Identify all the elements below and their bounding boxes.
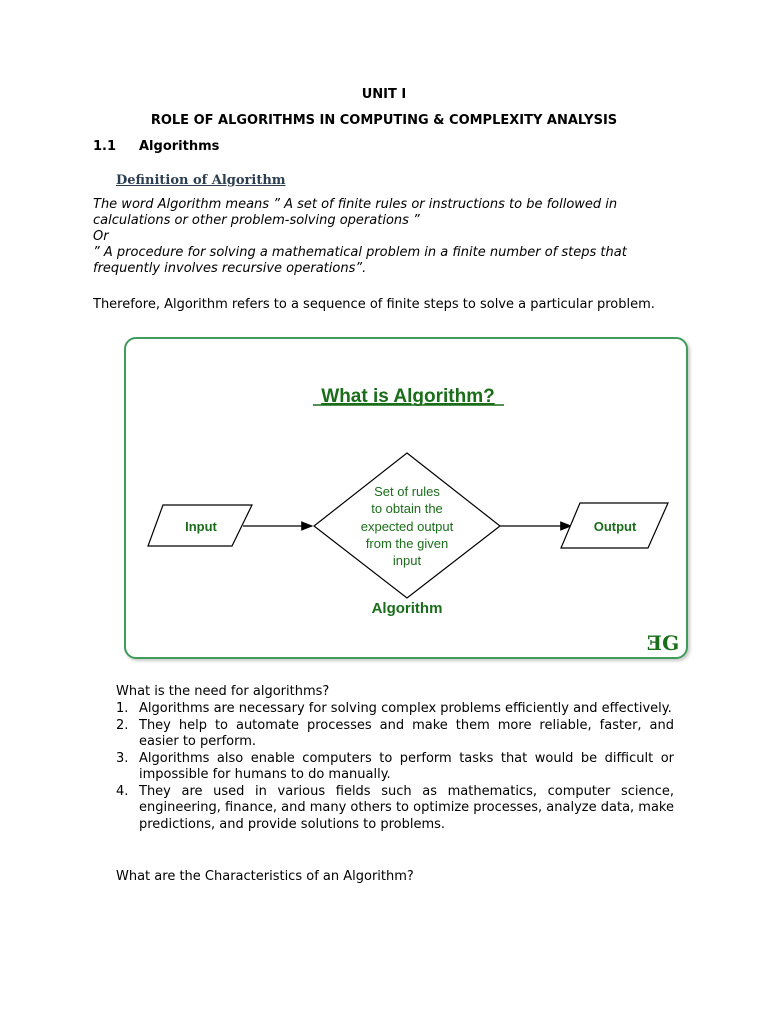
definition-or: Or bbox=[93, 229, 109, 244]
section-heading bbox=[93, 139, 219, 154]
list-item bbox=[116, 701, 674, 718]
algorithm-diagram bbox=[126, 339, 686, 657]
input-label: Input bbox=[185, 519, 217, 534]
list-item bbox=[116, 751, 674, 784]
section-number: 1.1 bbox=[93, 139, 117, 154]
list-item-number: 4. bbox=[116, 783, 129, 799]
list-item-number: 3. bbox=[116, 750, 129, 766]
definition-block bbox=[93, 197, 683, 277]
definition-line-1: The word Algorithm means ” A set of finite rules or instructions to be followed in calculations or other problem-solving operations ” bbox=[93, 197, 618, 228]
diamond-line-4: from the given bbox=[365, 536, 449, 551]
list-item-text: They help to automate processes and make them more reliable, faster, and easier to perform. bbox=[139, 717, 674, 749]
list-item bbox=[116, 784, 674, 834]
unit-label: UNIT I bbox=[361, 87, 407, 102]
list-item bbox=[116, 718, 674, 751]
algorithm-figure bbox=[124, 337, 688, 659]
diamond-line-1: Set of rules bbox=[374, 484, 440, 499]
therefore-paragraph: Therefore, Algorithm refers to a sequence of finite steps to solve a particular problem. bbox=[93, 297, 655, 312]
need-list bbox=[116, 701, 674, 833]
gfg-logo: ƎG bbox=[646, 631, 680, 655]
list-item-text: Algorithms are necessary for solving complex problems efficiently and effectively. bbox=[139, 701, 672, 716]
list-item-text: They are used in various fields such as mathematics, computer science, engineering, finance, and many others to optimize processes, analyze data, make predictions, and provide solutions to problems. bbox=[139, 783, 674, 832]
definition-line-2: ” A procedure for solving a mathematical problem in a finite number of steps that frequently involves recursive operations”. bbox=[93, 245, 627, 276]
characteristics-heading: What are the Characteristics of an Algorithm? bbox=[116, 869, 414, 884]
list-item-number: 1. bbox=[116, 701, 129, 716]
list-item-text: Algorithms also enable computers to perform tasks that would be difficult or impossible for humans to do manually. bbox=[139, 750, 674, 782]
need-heading: What is the need for algorithms? bbox=[116, 684, 330, 699]
figure-title: What is Algorithm? bbox=[321, 386, 495, 407]
diamond-line-5: input bbox=[392, 553, 422, 568]
definition-heading: Definition of Algorithm bbox=[116, 173, 286, 188]
unit-title: ROLE OF ALGORITHMS IN COMPUTING & COMPLEXITY ANALYSIS bbox=[150, 113, 618, 128]
algorithm-label: Algorithm bbox=[371, 600, 443, 617]
list-item-number: 2. bbox=[116, 717, 129, 733]
diamond-line-3: expected output bbox=[360, 519, 454, 534]
diamond-line-2: to obtain the bbox=[371, 501, 443, 516]
output-label: Output bbox=[593, 519, 637, 534]
section-title: Algorithms bbox=[139, 139, 220, 154]
